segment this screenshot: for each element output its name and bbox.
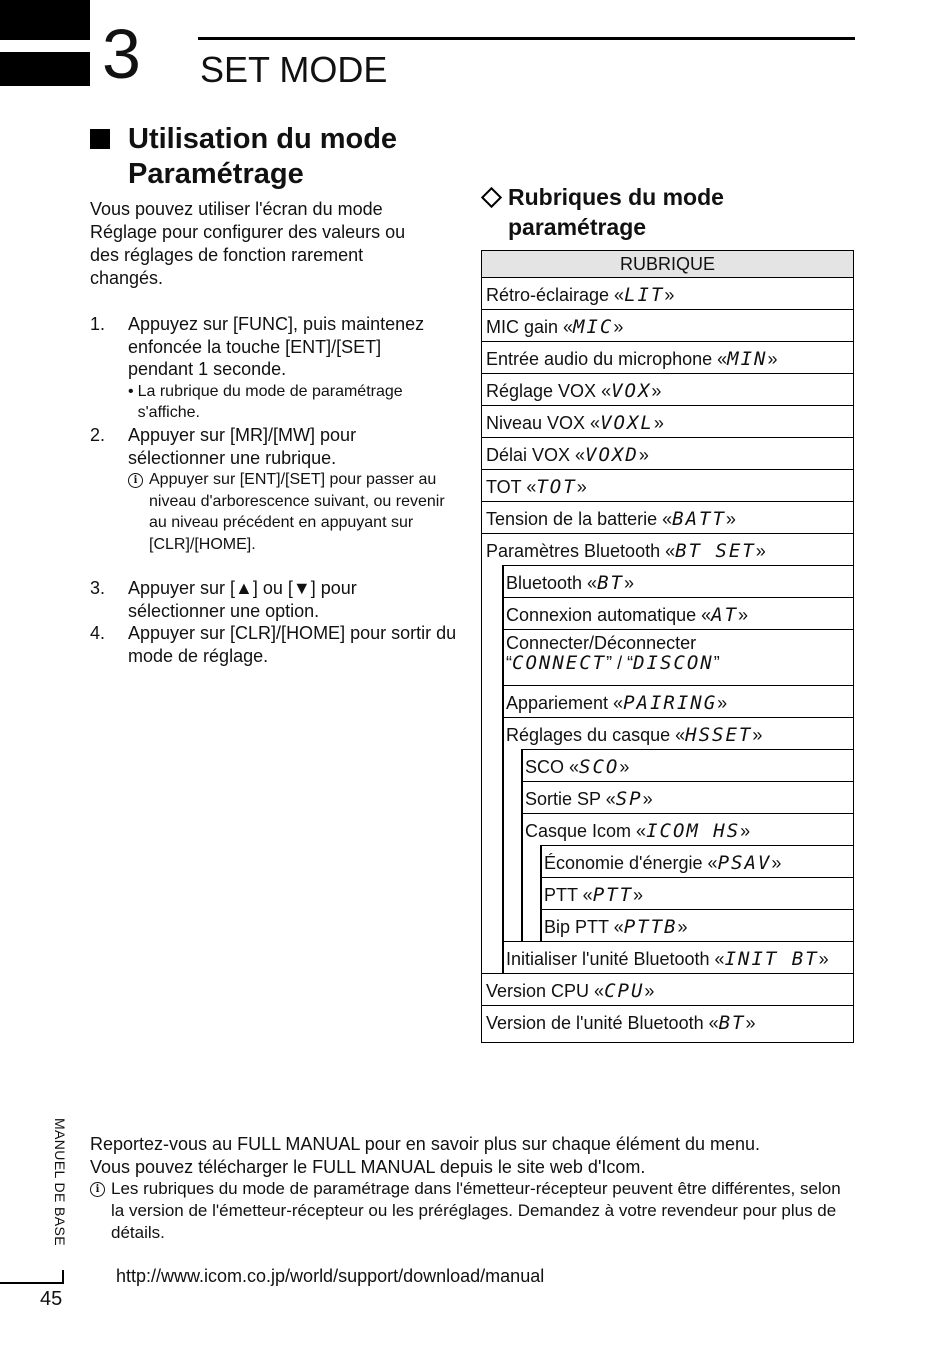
row-label: Niveau VOX «	[486, 413, 601, 433]
row-label: TOT «	[486, 477, 537, 497]
step-bullet: • La rubrique du mode de paramétrage s'affiche.	[128, 381, 460, 424]
table-row: Entrée audio du microphone «MIN»	[482, 341, 853, 373]
table-row: Version de l'unité Bluetooth «BT»	[482, 1005, 853, 1037]
table-row: Sortie SP «SP»	[521, 781, 853, 813]
lcd-code: MIC	[573, 316, 614, 338]
lcd-code: DISCON	[633, 652, 714, 674]
table-row: Niveau VOX «VOXL»	[482, 405, 853, 437]
chapter-tab-bar	[0, 0, 90, 40]
lcd-code: CPU	[604, 980, 645, 1002]
intro-paragraph: Vous pouvez utiliser l'écran du mode Réglage pour configurer des valeurs ou des réglages de fonction rarement changés.	[90, 199, 406, 288]
table-row: Bluetooth «BT»	[502, 565, 853, 597]
step-number: 3.	[90, 578, 106, 598]
row-label: Connecter/Déconnecter	[506, 633, 697, 653]
table-row: Tension de la batterie «BATT»	[482, 501, 853, 533]
step-4	[90, 622, 460, 667]
table-row: Casque Icom «ICOM HS»	[521, 813, 853, 845]
row-label: Délai VOX «	[486, 445, 586, 465]
step-text: Appuyer sur [▲] ou [▼] pour sélectionner une option.	[128, 578, 357, 621]
table-row: Économie d'énergie «PSAV»	[540, 845, 853, 877]
step-note: i Appuyer sur [ENT]/[SET] pour passer au niveau d'arborescence suivant, ou revenir au niveau précédent en appuyant sur [CLR]/[HOME].	[128, 469, 460, 555]
step-text: Appuyez sur [FUNC], puis maintenez enfoncée la touche [ENT]/[SET] pendant 1 seconde.	[128, 314, 425, 379]
tree-line	[540, 845, 542, 941]
lcd-code: VOXD	[585, 444, 639, 466]
row-label: Rétro-éclairage «	[486, 285, 625, 305]
subsection-heading	[482, 182, 854, 242]
table-row: Délai VOX «VOXD»	[482, 437, 853, 469]
row-label: Version de l'unité Bluetooth «	[486, 1013, 719, 1033]
row-label: Connexion automatique «	[506, 605, 712, 625]
lcd-code: TOT	[536, 476, 577, 498]
lcd-code: MIN	[727, 348, 768, 370]
lcd-code: VOX	[611, 380, 652, 402]
footer-line: Vous pouvez télécharger le FULL MANUAL depuis le site web d'Icom.	[90, 1156, 646, 1177]
lcd-code: BT SET	[675, 540, 756, 562]
section-heading	[90, 122, 460, 192]
table-row: Initialiser l'unité Bluetooth «INIT BT»	[502, 941, 853, 973]
table-row: Connexion automatique «AT»	[502, 597, 853, 629]
row-label: Entrée audio du microphone «	[486, 349, 728, 369]
row-label: Initialiser l'unité Bluetooth «	[506, 949, 725, 969]
row-label: Paramètres Bluetooth «	[486, 541, 676, 561]
lcd-code: BT	[597, 572, 624, 594]
chapter-tab-bar	[0, 52, 90, 86]
row-label: Bip PTT «	[544, 917, 624, 937]
footer-note: i Les rubriques du mode de paramétrage dans l'émetteur-récepteur peuvent être différentes, selon la version de l'émetteur-récepteur ou les préréglages. Demandez à votre revendeur pour plus de détails.	[90, 1178, 860, 1244]
lcd-code: SP	[615, 788, 643, 810]
table-row: SCO «SCO»	[521, 749, 853, 781]
row-label: PTT «	[544, 885, 593, 905]
step-text: Appuyer sur [CLR]/[HOME] pour sortir du mode de réglage.	[128, 623, 457, 666]
info-icon: i	[90, 1182, 105, 1197]
step-text: Appuyer sur [MR]/[MW] pour sélectionner une rubrique.	[128, 425, 357, 468]
step-number: 4.	[90, 623, 106, 643]
row-label: MIC gain «	[486, 317, 574, 337]
step-1	[90, 313, 460, 424]
lcd-code: CONNECT	[512, 652, 607, 674]
lcd-code: AT	[711, 604, 739, 626]
page-number: 45	[40, 1288, 63, 1310]
table-row: MIC gain «MIC»	[482, 309, 853, 341]
row-label: Sortie SP «	[525, 789, 616, 809]
lcd-code: SCO	[579, 756, 620, 778]
step-2	[90, 424, 460, 555]
manual-url: http://www.icom.co.jp/world/support/download/manual	[116, 1266, 545, 1286]
chapter-title: SET MODE	[200, 49, 388, 90]
row-label: Appariement «	[506, 693, 624, 713]
table-header: RUBRIQUE	[482, 251, 853, 277]
table-row: PTT «PTT»	[540, 877, 853, 909]
info-icon: i	[128, 473, 143, 488]
lcd-code: BATT	[672, 508, 726, 530]
row-label: SCO «	[525, 757, 580, 777]
table-row: Rétro-éclairage «LIT»	[482, 277, 853, 309]
row-label: Casque Icom «	[525, 821, 647, 841]
table-row: Appariement «PAIRING»	[502, 685, 853, 717]
step-number: 2.	[90, 425, 106, 445]
bullet-icon: •	[128, 382, 134, 400]
step-3	[90, 577, 460, 622]
footer-text	[90, 1133, 860, 1244]
lcd-code: ICOM HS	[646, 820, 741, 842]
lcd-code: BT	[718, 1012, 746, 1034]
table-row: TOT «TOT»	[482, 469, 853, 501]
step-number: 1.	[90, 314, 106, 334]
lcd-code: PAIRING	[623, 692, 718, 714]
section-heading-text: Utilisation du mode Paramétrage	[128, 123, 398, 190]
lcd-code: PSAV	[717, 852, 772, 874]
square-bullet-icon	[90, 129, 110, 149]
tree-line	[521, 749, 523, 941]
table-row: Réglages du casque «HSSET»	[502, 717, 853, 749]
page-number-rule	[0, 1282, 62, 1284]
row-label: Réglages du casque «	[506, 725, 686, 745]
row-label: Version CPU «	[486, 981, 605, 1001]
settings-table	[481, 250, 854, 1043]
table-row: Connecter/Déconnecter “CONNECT” / “DISCON”	[502, 629, 853, 685]
table-row: Paramètres Bluetooth «BT SET»	[482, 533, 853, 565]
row-label: Économie d'énergie «	[544, 853, 718, 873]
table-row: Réglage VOX «VOX»	[482, 373, 853, 405]
lcd-code: PTTB	[623, 916, 678, 938]
side-label: MANUEL DE BASE	[52, 1118, 68, 1247]
row-label: Réglage VOX «	[486, 381, 612, 401]
lcd-code: VOXL	[600, 412, 654, 434]
table-row: Version CPU «CPU»	[482, 973, 853, 1005]
tree-line	[502, 565, 504, 973]
lcd-code: PTT	[592, 884, 634, 906]
page-number-rule	[62, 1270, 64, 1284]
chapter-number: 3	[102, 15, 141, 93]
table-row: Bip PTT «PTTB»	[540, 909, 853, 941]
lcd-code: HSSET	[685, 724, 753, 746]
lcd-code: LIT	[624, 284, 665, 306]
row-label: Bluetooth «	[506, 573, 598, 593]
subsection-heading-text: Rubriques du mode paramétrage	[508, 184, 724, 240]
footer-line: Reportez-vous au FULL MANUAL pour en savoir plus sur chaque élément du menu.	[90, 1134, 761, 1154]
header-rule	[198, 37, 855, 40]
lcd-code: INIT BT	[724, 948, 819, 970]
row-label: Tension de la batterie «	[486, 509, 673, 529]
